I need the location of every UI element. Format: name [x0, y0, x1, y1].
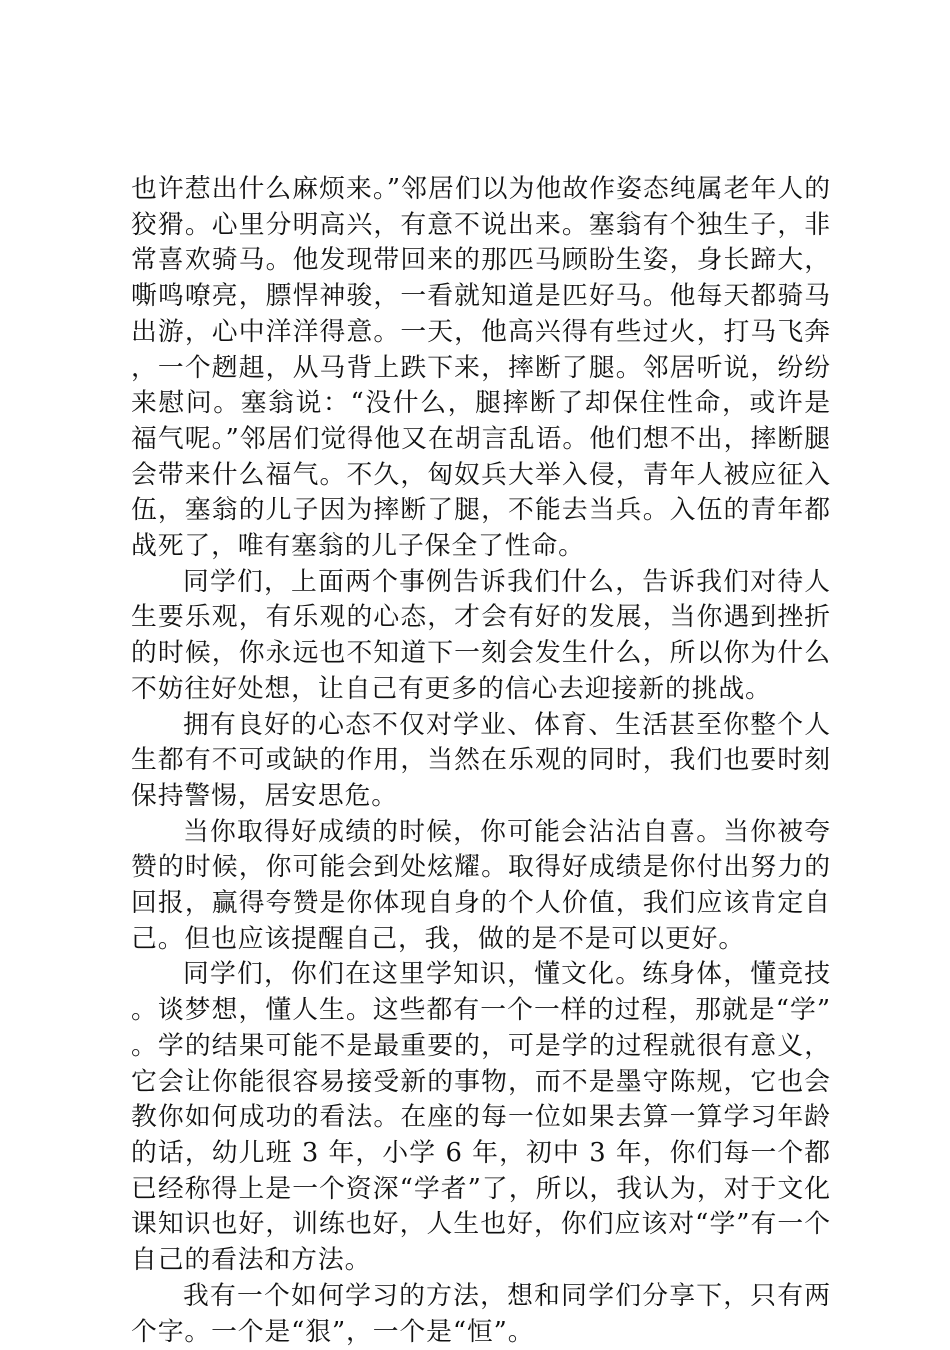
paragraph-good-attitude: 拥有良好的心态不仅对学业、体育、生活甚至你整个人生都有不可或缺的作用，当然在乐观的同时，我们也要时刻保持警惕，居安思危。 — [131, 709, 831, 811]
paragraph-learning: 同学们，你们在这里学知识，懂文化。练身体，懂竞技。谈梦想，懂人生。这些都有一个一样的过程，那就是“学”。学的结果可能不是最重要的，可是学的过程就很有意义，它会让你能很容易接受新的事物，而不是墨守陈规，它也会教你如何成功的看法。在座的每一位如果去算一算学习年龄的话，幼儿班 3 年，小学 6 年，初中 3 年，你们每一个都已经称得上是一个资深“学者”了，所以，我认为，对于文化课知识也好，训练也好，人生也好，你们应该对“学”有一个自己的看法和方法。 — [131, 959, 831, 1276]
paragraph-good-grades: 当你取得好成绩的时候，你可能会沾沾自喜。当你被夸赞的时候，你可能会到处炫耀。取得好成绩是你付出努力的回报，赢得夸赞是你体现自身的个人价值，我们应该肯定自己。但也应该提醒自己，我，做的是不是可以更好。 — [131, 816, 831, 954]
paragraph-lesson-optimism: 同学们，上面两个事例告诉我们什么，告诉我们对待人生要乐观，有乐观的心态，才会有好的发展，当你遇到挫折的时候，你永远也不知道下一刻会发生什么，所以你为什么不妨往好处想，让自己有更多的信心去迎接新的挑战。 — [131, 566, 831, 704]
paragraph-study-method: 我有一个如何学习的方法，想和同学们分享下，只有两个字。一个是“狠”，一个是“恒”。 — [131, 1280, 831, 1347]
body-text — [131, 172, 831, 1350]
paragraph-story-continuation: 也许惹出什么麻烦来。”邻居们以为他故作姿态纯属老年人的狡猾。心里分明高兴，有意不说出来。塞翁有个独生子，非常喜欢骑马。他发现带回来的那匹马顾盼生姿，身长蹄大，嘶鸣嘹亮，膘悍神骏，一看就知道是匹好马。他每天都骑马出游，心中洋洋得意。一天，他高兴得有些过火，打马飞奔，一个趔趄，从马背上跌下来，摔断了腿。邻居听说，纷纷来慰问。塞翁说：“没什么，腿摔断了却保住性命，或许是福气呢。”邻居们觉得他又在胡言乱语。他们想不出，摔断腿会带来什么福气。不久，匈奴兵大举入侵，青年人被应征入伍，塞翁的儿子因为摔断了腿，不能去当兵。入伍的青年都战死了，唯有塞翁的儿子保全了性命。 — [131, 174, 831, 562]
